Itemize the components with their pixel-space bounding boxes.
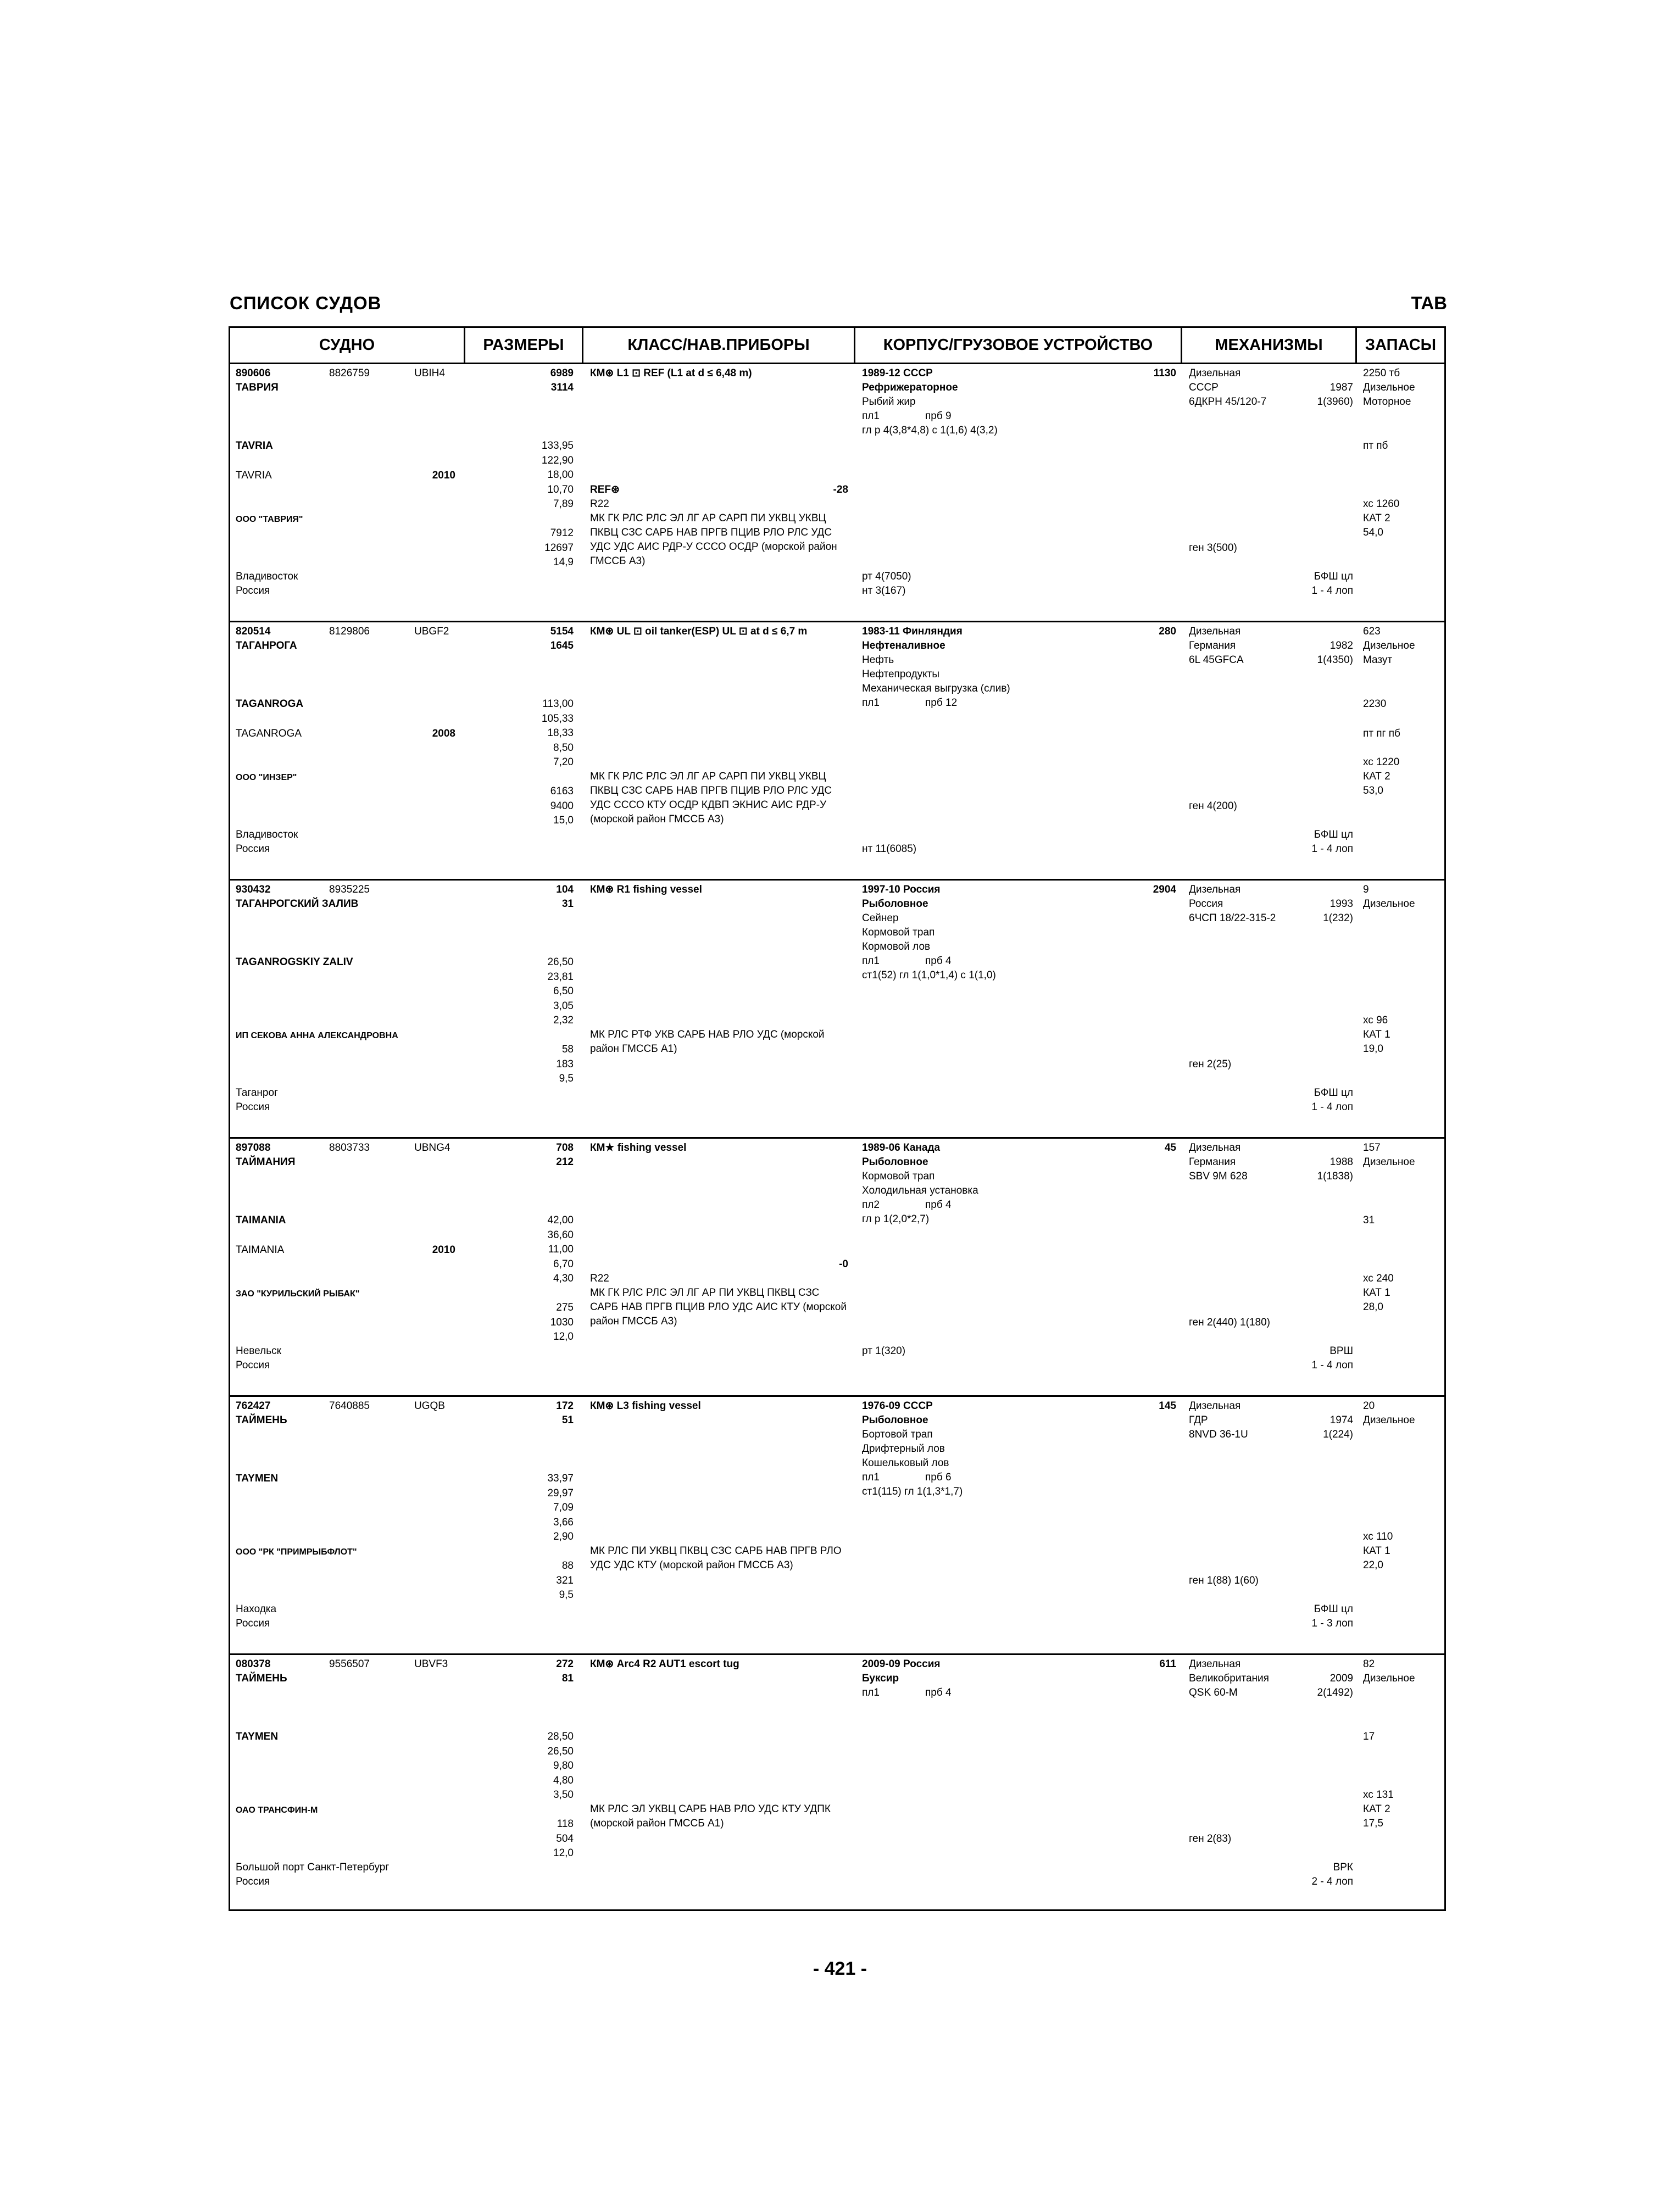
fuel-supply: Моторное: [1363, 396, 1411, 408]
propeller-type: БФШ цл: [1314, 829, 1353, 840]
owner: ИП СЕКОВА АННА АЛЕКСАНДРОВНА: [236, 1031, 398, 1040]
build-year-country: 1976-09 СССР: [862, 1400, 933, 1412]
fuel-supply: Дизельное: [1363, 898, 1415, 910]
generators: ген 2(83): [1189, 1833, 1232, 1845]
fuel-supply: Дизельное: [1363, 1156, 1415, 1168]
gross-tonnage: 212: [556, 1156, 574, 1168]
dimension-value: 42,00: [547, 1215, 574, 1226]
fuel-supply: 2250 тб: [1363, 367, 1400, 379]
section-code: TAB: [1411, 293, 1447, 313]
nav-equipment: МК РЛС ПИ УКВЦ ПКВЦ СЗС САРБ НАВ ПРГВ РЛО УДС УДС КТУ (морской район ГМССБ А3): [590, 1545, 842, 1571]
build-year-country: 2009-09 Россия: [862, 1658, 941, 1670]
dimension-value: [494, 1803, 574, 1818]
nav-equipment: МК ГК РЛС РЛС ЭЛ ЛГ АР САРП ПИ УКВЦ УКВЦ ПКВЦ СЗС САРБ НАВ ПРГВ ПЦИВ РЛО РЛС УДС УДС СССО КТУ ОСДР КДВП ЭКНИС АИС РДР-У (морской район ГМССБ А3): [590, 771, 832, 825]
engine-line: Германия: [1189, 1156, 1236, 1168]
owner: ЗАО "КУРИЛЬСКИЙ РЫБАК": [236, 1289, 360, 1299]
engine-line: ГДР: [1189, 1414, 1208, 1426]
engine-year: 1987: [1329, 382, 1353, 393]
vessel-name-latin: TAVRIA: [236, 440, 273, 452]
flag-country: Россия: [236, 1876, 270, 1887]
hull-number: 1130: [1153, 367, 1176, 379]
dimension-value: 321: [556, 1574, 574, 1586]
crew-supply: 19,0: [1363, 1043, 1383, 1055]
dimension-value: 118: [557, 1818, 574, 1830]
gross-tonnage: 51: [561, 1414, 574, 1426]
home-port: Большой порт Санкт-Петербург: [236, 1862, 390, 1873]
flag-country: Россия: [236, 843, 270, 855]
gross-tonnage: 81: [561, 1673, 574, 1684]
hull-type-line: Рыболовное: [862, 898, 928, 910]
engine-year: 1974: [1329, 1414, 1353, 1426]
imo-number: 8935225: [329, 884, 370, 895]
engine-line: 6ЧСП 18/22-315-2: [1189, 912, 1276, 924]
fuel-supply: Дизельное: [1363, 382, 1415, 393]
dimension-value: 9,80: [553, 1760, 574, 1772]
hatches: ст1(52) гл 1(1,0*1,4) с 1(1,0): [862, 970, 996, 981]
home-port: Таганрог: [236, 1087, 278, 1099]
engine-year: 1988: [1329, 1156, 1353, 1168]
vessel-name: ТАЙМЕНЬ: [236, 1414, 287, 1426]
engine-year: 1982: [1329, 640, 1353, 651]
col-vessel: СУДНО: [319, 336, 375, 354]
crew-supply: 28,0: [1363, 1301, 1383, 1313]
build-year-country: 1989-12 СССР: [862, 367, 933, 379]
hull-type-line: Нефтеналивное: [862, 640, 945, 651]
vessel-record: [230, 364, 1444, 622]
propeller-blades: 1 - 4 лоп: [1311, 585, 1353, 597]
hull-type-line: Рыбий жир: [862, 396, 916, 408]
vessel-name-latin-2: TAGANROGA: [236, 728, 302, 739]
home-port: Владивосток: [236, 829, 298, 840]
deadweight: 708: [556, 1142, 574, 1154]
gross-tonnage: 3114: [550, 382, 574, 393]
dimension-value: 88: [561, 1560, 574, 1572]
propeller-blades: 1 - 3 лоп: [1311, 1618, 1353, 1629]
hold-capacity: рт 4(7050): [862, 571, 911, 582]
reg-number: 890606: [236, 367, 271, 379]
class-extra-value: -0: [839, 1258, 848, 1270]
fuel-tanks: пт пг пб: [1363, 728, 1400, 739]
call-sign: UBVF3: [414, 1658, 448, 1670]
deadweight: 104: [556, 884, 574, 895]
nav-equipment: МК РЛС РТФ УКВ САРБ НАВ РЛО УДС (морской район ГМССБ А1): [590, 1029, 825, 1055]
vessel-record: [230, 1139, 1444, 1397]
crew-supply: КАТ 2: [1363, 771, 1390, 782]
vessel-record: [230, 1397, 1444, 1655]
year-modified: 2008: [432, 728, 455, 739]
hull-number: 2904: [1153, 884, 1176, 895]
crew-supply: хс 110: [1363, 1531, 1393, 1542]
dimension-value: 113,00: [542, 698, 574, 710]
dimension-value: 504: [556, 1832, 574, 1845]
bulkheads: прб 4: [925, 1199, 952, 1211]
engine-power: 2(1492): [1317, 1687, 1353, 1698]
engine-year: 2009: [1329, 1673, 1353, 1684]
crew-supply: хс 1220: [1363, 756, 1400, 768]
dimension-value: 275: [556, 1302, 574, 1313]
vessel-name: ТАЙМЕНЬ: [236, 1673, 287, 1684]
year-modified: 2010: [432, 1244, 455, 1256]
gross-tonnage: 1645: [550, 640, 574, 651]
vessel-name-latin: TAYMEN: [236, 1731, 279, 1742]
generators: ген 1(88) 1(60): [1189, 1575, 1259, 1586]
fuel-amount: 31: [1363, 1215, 1375, 1226]
propeller-type: ВРК: [1333, 1862, 1353, 1873]
nav-equipment: МК ГК РЛС РЛС ЭЛ ЛГ АР ПИ УКВЦ ПКВЦ СЗС САРБ НАВ ПРГВ ПЦИВ РЛО УДС АИС КТУ (морской район ГМССБ А3): [590, 1287, 847, 1327]
dimension-value: 8,50: [553, 742, 574, 754]
generators: ген 2(440) 1(180): [1189, 1317, 1270, 1328]
hull-type-line: Дрифтерный лов: [862, 1443, 945, 1455]
fuel-amount: 2230: [1363, 698, 1387, 710]
dimension-value: 9400: [550, 800, 574, 812]
dimension-value: 2,32: [553, 1015, 574, 1026]
engine-line: Великобритания: [1189, 1673, 1269, 1684]
fuel-amount: пт пб: [1363, 440, 1388, 452]
tank-capacity: нт 3(167): [862, 585, 906, 597]
propeller-type: БФШ цл: [1314, 571, 1353, 582]
hull-type-line: Холодильная установка: [862, 1185, 978, 1196]
col-dimensions: РАЗМЕРЫ: [483, 336, 564, 354]
flag-country: Россия: [236, 1618, 270, 1629]
hull-type-line: Кормовой трап: [862, 927, 935, 938]
hull-number: 611: [1159, 1658, 1176, 1670]
hull-number: 145: [1159, 1400, 1176, 1412]
vessel-name-latin: TAYMEN: [236, 1473, 279, 1484]
build-year-country: 1997-10 Россия: [862, 884, 941, 895]
dimension-value: 12,0: [553, 1331, 574, 1342]
dimension-value: 15,0: [553, 815, 574, 826]
imo-number: 9556507: [329, 1658, 370, 1670]
decks: пл1: [862, 697, 880, 709]
engine-line: Дизельная: [1189, 367, 1241, 379]
engine-line: 6ДКРН 45/120-7: [1189, 396, 1267, 408]
dimension-value: 6163: [550, 786, 574, 797]
imo-number: 7640885: [329, 1400, 370, 1412]
propeller-type: ВРШ: [1329, 1345, 1353, 1357]
hull-number: 280: [1159, 626, 1176, 637]
dimension-value: 18,00: [547, 469, 574, 481]
dimension-value: 183: [556, 1058, 574, 1070]
dimension-value: 7912: [550, 527, 574, 539]
home-port: Владивосток: [236, 571, 298, 582]
imo-number: 8803733: [329, 1142, 370, 1154]
dimension-value: [494, 770, 574, 785]
owner: ООО "ИНЗЕР": [236, 773, 297, 782]
hatches: гл р 1(2,0*2,7): [862, 1213, 930, 1225]
build-year-country: 1989-06 Канада: [862, 1142, 941, 1154]
flag-country: Россия: [236, 1101, 270, 1113]
gross-tonnage: 31: [561, 898, 574, 910]
decks: пл2: [862, 1199, 880, 1211]
engine-line: Дизельная: [1189, 626, 1241, 637]
bulkheads: прб 12: [925, 697, 958, 709]
table-header: [230, 328, 1444, 364]
fuel-supply: 623: [1363, 626, 1381, 637]
reg-number: 080378: [236, 1658, 271, 1670]
hull-type-line: Буксир: [862, 1673, 899, 1684]
reg-number: 930432: [236, 884, 271, 895]
engine-line: QSK 60-M: [1189, 1687, 1238, 1698]
dimension-value: 12697: [544, 542, 574, 554]
decks: пл1: [862, 955, 880, 967]
dimension-value: 26,50: [547, 1745, 574, 1757]
class-notation: КМ⊛ L1 ⊡ REF (L1 at d ≤ 6,48 m): [590, 367, 752, 379]
dimensions-stack: [494, 1730, 574, 1861]
deadweight: 172: [556, 1400, 574, 1412]
dimension-value: 14,9: [553, 556, 574, 568]
hull-type-line: Кошельковый лов: [862, 1457, 949, 1469]
dimensions-stack: [494, 697, 574, 828]
page-number: - 421 -: [813, 1958, 867, 1979]
imo-number: 8826759: [329, 367, 370, 379]
dimension-value: 4,30: [553, 1273, 574, 1284]
generators: ген 4(200): [1189, 800, 1237, 812]
fuel-supply: 82: [1363, 1658, 1375, 1670]
engine-power: 1(224): [1323, 1429, 1353, 1440]
vessel-table: [229, 326, 1446, 1911]
fuel-supply: 157: [1363, 1142, 1381, 1154]
decks: пл1: [862, 410, 880, 422]
home-port: Находка: [236, 1603, 277, 1615]
reg-number: 820514: [236, 626, 271, 637]
dimension-value: [494, 1028, 574, 1043]
class-notation: КМ⊛ L3 fishing vessel: [590, 1400, 701, 1412]
fuel-supply: Дизельное: [1363, 1414, 1415, 1426]
col-class: КЛАСС/НАВ.ПРИБОРЫ: [627, 336, 810, 354]
engine-power: 1(3960): [1317, 396, 1353, 408]
bulkheads: прб 9: [925, 410, 952, 422]
dimension-value: 9,5: [559, 1589, 574, 1601]
crew-supply: КАТ 1: [1363, 1287, 1390, 1299]
hatches: ст1(115) гл 1(1,3*1,7): [862, 1486, 963, 1497]
crew-supply: хс 131: [1363, 1789, 1394, 1801]
bulkheads: прб 6: [925, 1472, 952, 1483]
engine-line: Дизельная: [1189, 884, 1241, 895]
hull-type-line: Сейнер: [862, 912, 899, 924]
vessel-name: ТАГАНРОГСКИЙ ЗАЛИВ: [236, 898, 359, 910]
deadweight: 5154: [550, 626, 574, 637]
vessel-name: ТАГАНРОГА: [236, 640, 297, 651]
vessel-name: ТАЙМАНИЯ: [236, 1156, 296, 1168]
tank-capacity: нт 11(6085): [862, 843, 917, 855]
hull-type-line: Рыболовное: [862, 1156, 928, 1168]
hull-type-line: Кормовой лов: [862, 941, 931, 952]
owner: ООО "РК "ПРИМРЫБФЛОТ": [236, 1547, 357, 1557]
dimension-value: 1030: [550, 1316, 574, 1328]
dimension-value: 133,95: [541, 440, 574, 452]
decks: пл1: [862, 1472, 880, 1483]
crew-supply: хс 96: [1363, 1015, 1388, 1026]
class-extra-value: -28: [833, 484, 848, 495]
owner: ОАО ТРАНСФИН-М: [236, 1806, 318, 1815]
dimensions-stack: [494, 1472, 574, 1603]
engine-line: 6L 45GFCA: [1189, 654, 1244, 666]
dimensions-stack: [494, 439, 574, 570]
fuel-supply: Дизельное: [1363, 1673, 1415, 1684]
hull-type-line: Рефрижераторное: [862, 382, 958, 393]
hull-type-line: Бортовой трап: [862, 1429, 933, 1440]
deadweight: 6989: [550, 367, 574, 379]
fuel-amount: 17: [1363, 1731, 1375, 1742]
dimension-value: 3,66: [553, 1516, 574, 1528]
year-modified: 2010: [432, 470, 455, 481]
dimension-value: 36,60: [547, 1229, 574, 1241]
page-title: СПИСОК СУДОВ: [230, 293, 382, 313]
dimension-value: 29,97: [547, 1487, 574, 1499]
vessel-name-latin: TAIMANIA: [236, 1215, 286, 1226]
dimension-value: [494, 1286, 574, 1301]
engine-line: Дизельная: [1189, 1400, 1241, 1412]
dimension-value: 58: [561, 1044, 574, 1055]
vessel-record: [230, 1655, 1444, 1909]
dimension-value: 122,90: [541, 454, 574, 466]
crew-supply: КАТ 1: [1363, 1545, 1390, 1557]
dimension-value: 11,00: [548, 1244, 574, 1255]
imo-number: 8129806: [329, 626, 370, 637]
crew-supply: 54,0: [1363, 527, 1383, 538]
dimension-value: 3,05: [553, 1000, 574, 1012]
propeller-type: БФШ цл: [1314, 1603, 1353, 1615]
propeller-blades: 1 - 4 лоп: [1311, 1101, 1353, 1113]
reg-number: 762427: [236, 1400, 271, 1412]
hatches: гл р 4(3,8*4,8) с 1(1,6) 4(3,2): [862, 425, 998, 436]
dimension-value: 18,33: [547, 727, 574, 739]
nav-equipment: МК ГК РЛС РЛС ЭЛ ЛГ АР САРП ПИ УКВЦ УКВЦ ПКВЦ СЗС САРБ НАВ ПРГВ ПЦИВ РЛО РЛС УДС УДС УДС АИС РДР-У СССО ОСДР (морской район ГМССБ А3): [590, 512, 837, 567]
call-sign: UBNG4: [414, 1142, 450, 1154]
hull-type-line: Рыболовное: [862, 1414, 928, 1426]
crew-supply: КАТ 2: [1363, 512, 1390, 524]
vessel-name: ТАВРИЯ: [236, 382, 279, 393]
crew-supply: 53,0: [1363, 785, 1383, 796]
col-machinery: МЕХАНИЗМЫ: [1215, 336, 1323, 354]
reg-number: 897088: [236, 1142, 271, 1154]
engine-line: Дизельная: [1189, 1142, 1241, 1154]
refrigerant: R22: [590, 498, 609, 510]
col-supplies: ЗАПАСЫ: [1365, 336, 1437, 354]
dimension-value: [494, 1545, 574, 1559]
dimension-value: 12,0: [553, 1847, 574, 1859]
call-sign: UBGF2: [414, 626, 449, 637]
dimensions-stack: [494, 955, 574, 1087]
engine-line: Германия: [1189, 640, 1236, 651]
engine-power: 1(1838): [1317, 1171, 1353, 1182]
dimension-value: 10,70: [547, 483, 574, 495]
bulkheads: прб 4: [925, 955, 952, 967]
dimension-value: 6,50: [553, 985, 574, 997]
dimension-value: 105,33: [541, 712, 574, 725]
dimension-value: [494, 512, 574, 527]
call-sign: UGQB: [414, 1400, 445, 1412]
class-notation: КМ⊛ R1 fishing vessel: [590, 884, 702, 895]
dimension-value: 26,50: [547, 956, 574, 968]
decks: пл1: [862, 1687, 880, 1698]
engine-line: Россия: [1189, 898, 1223, 910]
hull-number: 45: [1164, 1142, 1176, 1154]
engine-year: 1993: [1329, 898, 1353, 910]
fuel-supply: 20: [1363, 1400, 1375, 1412]
crew-supply: хс 240: [1363, 1273, 1394, 1284]
engine-power: 1(4350): [1317, 654, 1353, 666]
propeller-type: БФШ цл: [1314, 1087, 1353, 1099]
fuel-supply: 9: [1363, 884, 1369, 895]
vessel-record: [230, 622, 1444, 881]
propeller-blades: 1 - 4 лоп: [1311, 1360, 1353, 1371]
owner: ООО "ТАВРИЯ": [236, 515, 303, 524]
hull-type-line: Нефтепродукты: [862, 669, 940, 680]
fuel-supply: Мазут: [1363, 654, 1393, 666]
propeller-blades: 1 - 4 лоп: [1311, 843, 1353, 855]
engine-line: Дизельная: [1189, 1658, 1241, 1670]
vessel-name-latin: TAGANROGSKIY ZALIV: [236, 956, 353, 968]
dimension-value: 9,5: [559, 1073, 574, 1084]
dimension-value: 2,90: [553, 1531, 574, 1542]
crew-supply: хс 1260: [1363, 498, 1400, 510]
dimension-value: 28,50: [547, 1731, 574, 1742]
vessel-name-latin-2: TAIMANIA: [236, 1244, 285, 1256]
vessel-name-latin-2: TAVRIA: [236, 470, 272, 481]
dimension-value: 7,89: [553, 498, 574, 510]
hull-type-line: Нефть: [862, 654, 894, 666]
bulkheads: прб 4: [925, 1687, 952, 1698]
home-port: Невельск: [236, 1345, 281, 1357]
vessel-record: [230, 881, 1444, 1139]
hold-capacity: рт 1(320): [862, 1345, 906, 1357]
build-year-country: 1983-11 Финляндия: [862, 626, 963, 637]
dimension-value: 3,50: [553, 1789, 574, 1801]
dimension-value: 23,81: [547, 971, 574, 983]
fuel-supply: Дизельное: [1363, 640, 1415, 651]
crew-supply: КАТ 2: [1363, 1803, 1390, 1815]
refrigerant: R22: [590, 1273, 609, 1284]
vessel-name-latin: TAGANROGA: [236, 698, 304, 710]
class-extra: REF⊛: [590, 484, 620, 495]
engine-line: СССР: [1189, 382, 1219, 393]
crew-supply: 22,0: [1363, 1559, 1383, 1571]
engine-line: SBV 9M 628: [1189, 1171, 1248, 1182]
call-sign: UBIH4: [414, 367, 445, 379]
nav-equipment: МК РЛС ЭЛ УКВЦ САРБ НАВ РЛО УДС КТУ УДПК (морской район ГМССБ А1): [590, 1803, 831, 1829]
dimension-value: 7,20: [553, 756, 574, 768]
engine-power: 1(232): [1323, 912, 1353, 924]
propeller-blades: 2 - 4 лоп: [1311, 1876, 1353, 1887]
class-notation: КМ⊛ Arc4 R2 AUT1 escort tug: [590, 1658, 739, 1670]
generators: ген 2(25): [1189, 1059, 1232, 1070]
deadweight: 272: [556, 1658, 574, 1670]
dimension-value: 4,80: [553, 1774, 574, 1786]
crew-supply: КАТ 1: [1363, 1029, 1390, 1040]
dimensions-stack: [494, 1213, 574, 1345]
flag-country: Россия: [236, 585, 270, 597]
engine-line: 8NVD 36-1U: [1189, 1429, 1248, 1440]
generators: ген 3(500): [1189, 542, 1237, 554]
class-notation: КМ★ fishing vessel: [590, 1142, 687, 1154]
hull-type-line: Механическая выгрузка (слив): [862, 683, 1010, 694]
class-notation: КМ⊛ UL ⊡ oil tanker(ESP) UL ⊡ at d ≤ 6,7 m: [590, 626, 808, 637]
hull-type-line: Кормовой трап: [862, 1171, 935, 1182]
col-hull: КОРПУС/ГРУЗОВОЕ УСТРОЙСТВО: [883, 336, 1153, 354]
dimension-value: 7,09: [553, 1502, 574, 1513]
dimension-value: 6,70: [553, 1258, 574, 1270]
flag-country: Россия: [236, 1360, 270, 1371]
dimension-value: 33,97: [547, 1473, 574, 1484]
crew-supply: 17,5: [1363, 1818, 1383, 1829]
